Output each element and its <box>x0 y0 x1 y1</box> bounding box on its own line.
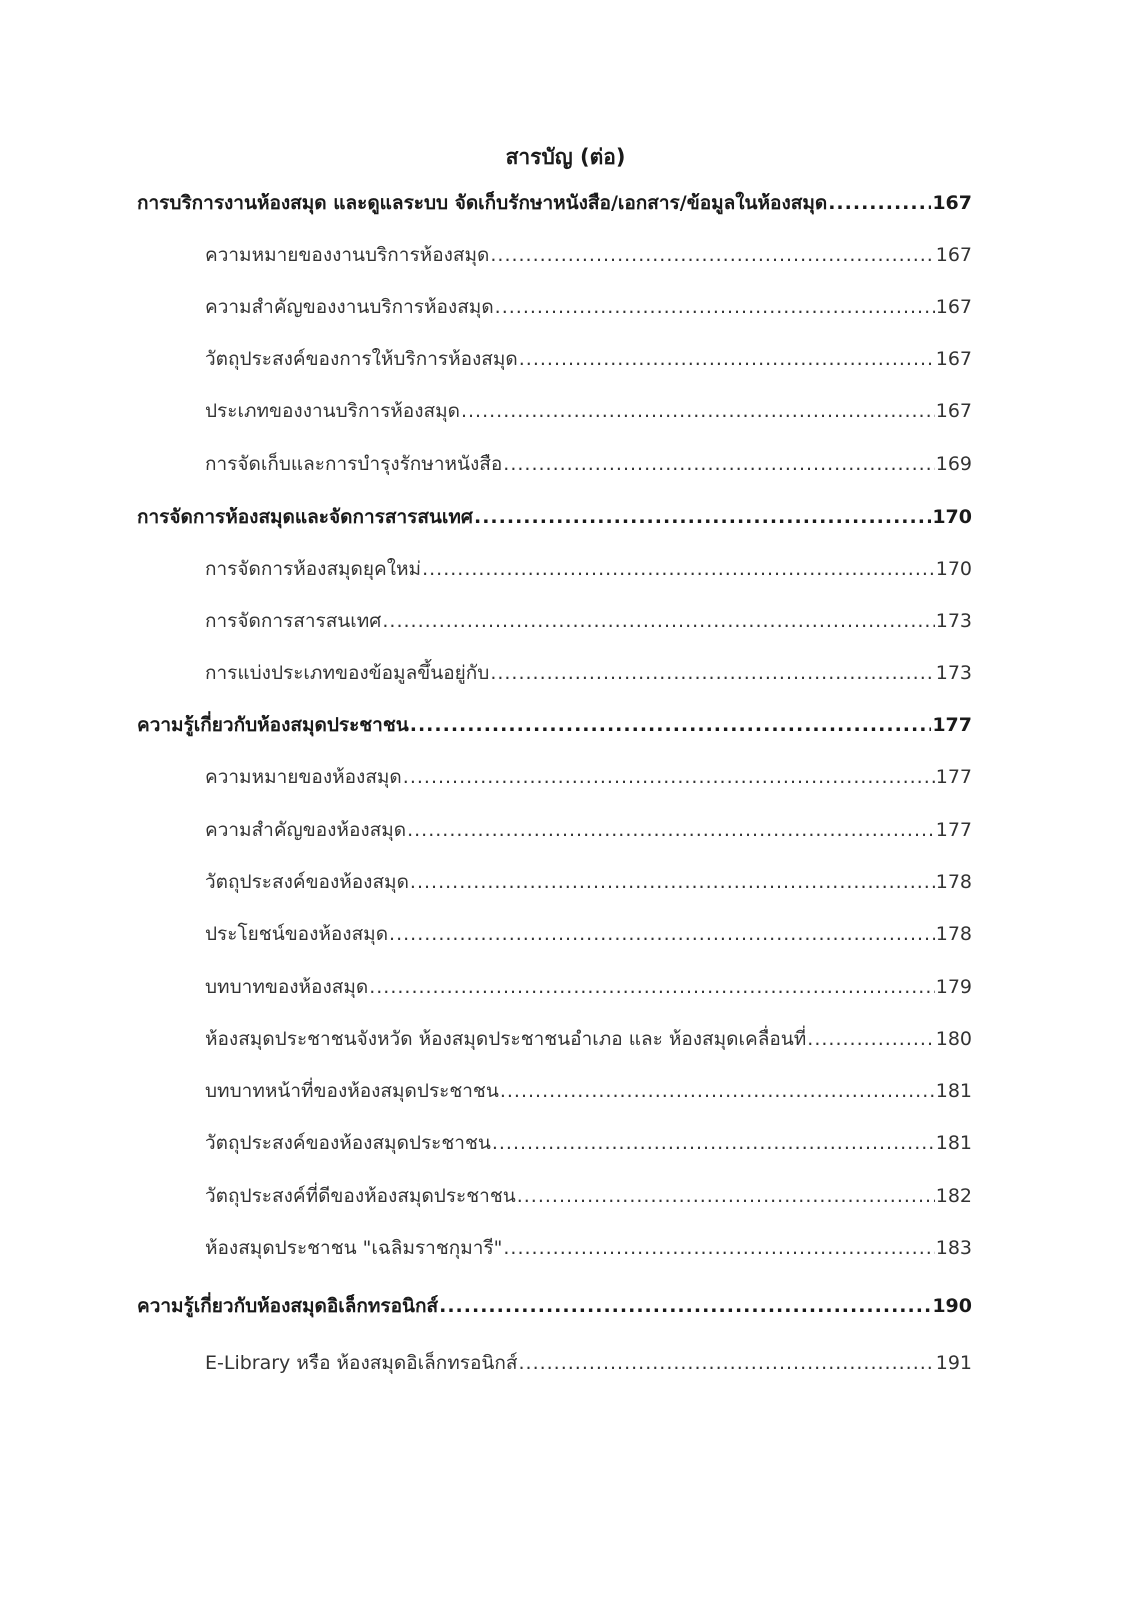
toc-page-number: 167 <box>935 348 972 370</box>
dot-leader <box>461 396 935 426</box>
toc-label: บทบาทหน้าที่ของห้องสมุดประชาชน <box>205 1080 499 1102</box>
toc-subsection <box>205 658 972 688</box>
toc-page-number: 170 <box>935 558 972 580</box>
toc-section <box>137 1291 972 1321</box>
toc-subsection <box>205 1076 972 1106</box>
toc-subsection <box>205 1233 972 1263</box>
dot-leader <box>503 449 934 479</box>
toc-subsection <box>205 240 972 270</box>
toc-label: ประโยชน์ของห้องสมุด <box>205 923 389 945</box>
toc-page-number: 177 <box>935 819 972 841</box>
dot-leader <box>369 972 935 1002</box>
dot-leader <box>490 240 934 270</box>
toc-page-number: 167 <box>935 400 972 422</box>
toc-page-number: 191 <box>935 1352 972 1374</box>
toc-label: ความหมายของห้องสมุด <box>205 766 402 788</box>
toc-page-number: 173 <box>935 662 972 684</box>
toc-label: วัตถุประสงค์ที่ดีของห้องสมุดประชาชน <box>205 1185 516 1207</box>
toc-page-number: 178 <box>935 871 972 893</box>
dot-leader <box>389 919 935 949</box>
toc-page-number: 170 <box>932 506 972 528</box>
toc-page-number: 183 <box>935 1237 972 1259</box>
toc-label: การจัดเก็บและการบำรุงรักษาหนังสือ <box>205 453 503 475</box>
toc-label: วัตถุประสงค์ของการให้บริการห้องสมุด <box>205 348 518 370</box>
toc-label: ประเภทของงานบริการห้องสมุด <box>205 400 460 422</box>
dot-leader <box>503 1233 934 1263</box>
toc-label: การบริการงานห้องสมุด และดูแลระบบ จัดเก็บรักษาหนังสือ/เอกสาร/ข้อมูลในห้องสมุด <box>137 192 828 214</box>
toc-label: การแบ่งประเภทของข้อมูลขึ้นอยู่กับ <box>205 662 490 684</box>
dot-leader <box>410 710 932 740</box>
toc-subsection <box>205 815 972 845</box>
toc-subsection <box>205 972 972 1002</box>
toc-subsection <box>205 449 972 479</box>
dot-leader <box>403 762 935 792</box>
toc-section <box>137 502 972 532</box>
toc-page-number: 167 <box>932 192 972 214</box>
toc-label: การจัดการห้องสมุดยุคใหม่ <box>205 558 422 580</box>
toc-page-number: 177 <box>935 766 972 788</box>
dot-leader <box>495 292 935 322</box>
toc-label: ห้องสมุดประชาชนจังหวัด ห้องสมุดประชาชนอำเภอ และ ห้องสมุดเคลื่อนที่ <box>205 1028 807 1050</box>
toc-page-number: 167 <box>935 296 972 318</box>
dot-leader <box>490 658 934 688</box>
dot-leader <box>439 1291 931 1321</box>
toc-page-number: 173 <box>935 610 972 632</box>
dot-leader <box>500 1076 935 1106</box>
toc-subsection <box>205 554 972 584</box>
toc-subsection <box>205 919 972 949</box>
toc-label: ความรู้เกี่ยวกับห้องสมุดประชาชน <box>137 714 409 736</box>
toc-subsection <box>205 867 972 897</box>
dot-leader <box>410 867 935 897</box>
toc-label: ความรู้เกี่ยวกับห้องสมุดอิเล็กทรอนิกส์ <box>137 1295 439 1317</box>
toc-subsection <box>205 344 972 374</box>
toc-label: วัตถุประสงค์ของห้องสมุด <box>205 871 409 893</box>
toc-section <box>137 188 972 218</box>
dot-leader <box>828 188 931 218</box>
toc-page-number: 179 <box>935 976 972 998</box>
dot-leader <box>407 815 935 845</box>
toc-subsection <box>205 1181 972 1211</box>
toc-label: ความหมายของงานบริการห้องสมุด <box>205 244 490 266</box>
toc-label: E-Library หรือ ห้องสมุดอิเล็กทรอนิกส์ <box>205 1352 518 1374</box>
toc-page-number: 182 <box>935 1185 972 1207</box>
toc-label: การจัดการสารสนเทศ <box>205 610 382 632</box>
toc-subsection <box>205 1128 972 1158</box>
toc-page-number: 181 <box>935 1132 972 1154</box>
toc-label: การจัดการห้องสมุดและจัดการสารสนเทศ <box>137 506 473 528</box>
toc-subsection <box>205 292 972 322</box>
dot-leader <box>474 502 931 532</box>
toc-page-number: 169 <box>935 453 972 475</box>
dot-leader <box>422 554 935 584</box>
toc-page-number: 190 <box>932 1295 972 1317</box>
toc-label: บทบาทของห้องสมุด <box>205 976 369 998</box>
dot-leader <box>519 344 935 374</box>
toc-page-number: 167 <box>935 244 972 266</box>
toc-label: ความสำคัญของห้องสมุด <box>205 819 407 841</box>
toc-page-number: 178 <box>935 923 972 945</box>
dot-leader <box>382 606 934 636</box>
toc-subsection <box>205 1348 972 1378</box>
dot-leader <box>518 1348 934 1378</box>
dot-leader <box>517 1181 935 1211</box>
dot-leader <box>492 1128 935 1158</box>
toc-subsection <box>205 762 972 792</box>
toc-page-number: 181 <box>935 1080 972 1102</box>
toc-subsection <box>205 1024 972 1054</box>
toc-subsection <box>205 396 972 426</box>
dot-leader <box>807 1024 934 1054</box>
toc-subsection <box>205 606 972 636</box>
toc-label: ห้องสมุดประชาชน "เฉลิมราชกุมารี" <box>205 1237 503 1259</box>
toc-label: วัตถุประสงค์ของห้องสมุดประชาชน <box>205 1132 491 1154</box>
toc-label: ความสำคัญของงานบริการห้องสมุด <box>205 296 494 318</box>
toc-section <box>137 710 972 740</box>
toc-page-number: 177 <box>932 714 972 736</box>
page-title: สารบัญ (ต่อ) <box>505 145 626 169</box>
toc-page-number: 180 <box>935 1028 972 1050</box>
